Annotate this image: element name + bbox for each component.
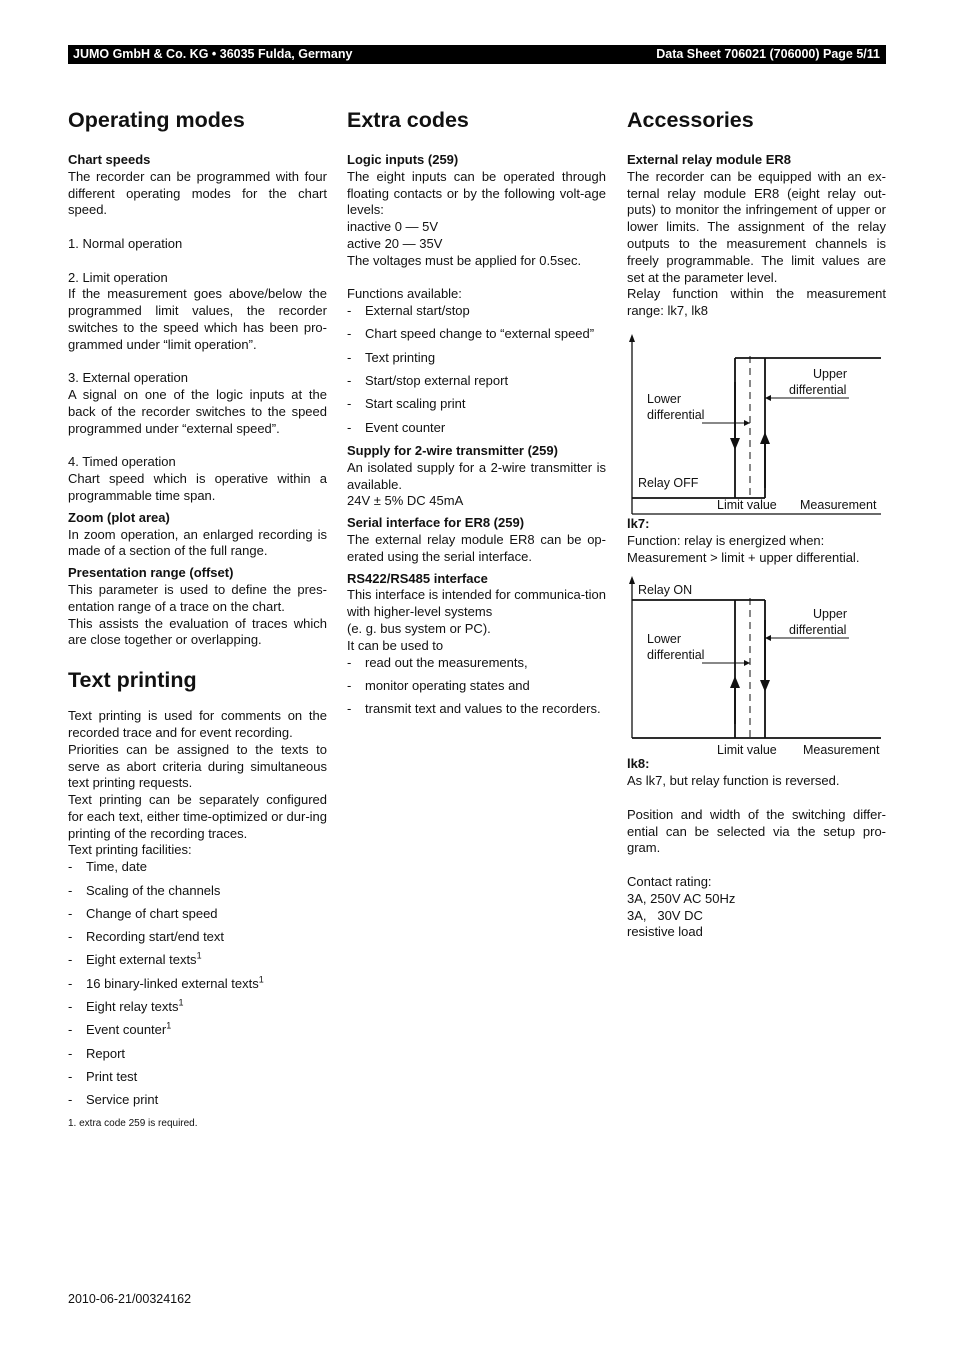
supply-text: An isolated supply for a 2-wire transmitter is available. bbox=[347, 459, 606, 492]
lk7-diagram bbox=[619, 334, 886, 516]
functions-list bbox=[347, 303, 606, 436]
lk8-heading: lk8: bbox=[627, 756, 650, 772]
presentation-text-2: This assists the evaluation of traces which are close together or overlapping. bbox=[68, 615, 327, 648]
text-printing-para-4: Text printing facilities: bbox=[68, 842, 192, 858]
contact-rating-2: 3A, 30V DC bbox=[627, 907, 703, 923]
list-item: - Report bbox=[68, 1046, 327, 1063]
external-operation-text: A signal on one of the logic inputs at the back of the recorder switches to the speed programmed under “external speed”. bbox=[68, 387, 327, 436]
upper-label: Upper bbox=[813, 366, 848, 381]
relay-state-label: Relay ON bbox=[638, 583, 693, 598]
text-printing-para-3: Text printing can be separately configured for each text, either time-optimized or dur-ing printing of the recording traces. bbox=[68, 792, 327, 841]
text-printing-list bbox=[68, 859, 327, 1109]
supply-heading: Supply for 2-wire transmitter (259) bbox=[347, 442, 558, 458]
list-item: - Start/stop external report bbox=[347, 373, 606, 390]
logic-inputs-heading: Logic inputs (259) bbox=[347, 152, 459, 167]
limit-value-label: Limit value bbox=[717, 497, 777, 512]
er8-text: The recorder can be equipped with an ex-ternal relay module ER8 (eight relay out-puts) to monitor the infringement of upper or lower limits. The assignment of the relay outputs to the measurement channels is freely programmable. The limit values are set at the parameter level. bbox=[627, 168, 886, 285]
upper-label-2: differential bbox=[789, 623, 847, 638]
chart-speeds-text: The recorder can be programmed with four different operating modes for the chart speed. bbox=[68, 168, 327, 218]
list-item: - Event counter$^1$ bbox=[68, 1022, 327, 1039]
heading-extra-codes: Extra codes bbox=[347, 108, 469, 132]
lower-label-2: differential bbox=[647, 407, 705, 422]
active-level: active 20 — 35V bbox=[347, 235, 443, 251]
footnote-marker: 1 bbox=[196, 951, 202, 962]
upper-label: Upper bbox=[813, 607, 848, 622]
list-item: - Event counter bbox=[347, 420, 606, 437]
list-item: - Eight external texts$^1$ bbox=[68, 952, 327, 969]
limit-value-label: Limit value bbox=[717, 743, 777, 757]
rs-text-1: This interface is intended for communica-tion with higher-level systems bbox=[347, 587, 606, 620]
limit-operation: 2. Limit operation bbox=[68, 269, 168, 285]
list-item: - read out the measurements, bbox=[347, 655, 606, 672]
text-printing-para-2: Priorities can be assigned to the texts to serve as abort criteria during simultaneous text printing requests. bbox=[68, 741, 327, 791]
header-datasheet: Data Sheet 706021 (706000) Page 5/11 bbox=[656, 47, 880, 61]
lk7-text-2: Measurement > limit + upper differential. bbox=[627, 549, 860, 565]
list-item: - Text printing bbox=[347, 350, 606, 367]
footnote-marker: 1 bbox=[166, 1021, 172, 1032]
measurement-label: Measurement bbox=[800, 497, 877, 512]
lk8-diagram bbox=[619, 574, 886, 756]
list-item: - External start/stop bbox=[347, 303, 606, 320]
lower-label: Lower bbox=[647, 632, 682, 647]
serial-heading: Serial interface for ER8 (259) bbox=[347, 515, 525, 531]
position-text: Position and width of the switching differ-ential can be selected via the setup pro-gram. bbox=[627, 806, 886, 856]
column-operating-modes bbox=[68, 106, 327, 1132]
serial-text: The external relay module ER8 can be op-erated using the serial interface. bbox=[347, 531, 606, 564]
voltages-note: The voltages must be applied for 0.5sec. bbox=[347, 252, 582, 268]
lower-label: Lower bbox=[647, 391, 682, 406]
column-accessories bbox=[627, 106, 886, 941]
lk7-text-1: Function: relay is energized when: bbox=[627, 532, 825, 548]
heading-accessories: Accessories bbox=[627, 108, 754, 132]
presentation-heading: Presentation range (offset) bbox=[68, 565, 234, 581]
er8-heading: External relay module ER8 bbox=[627, 152, 792, 167]
list-item: - Service print bbox=[68, 1092, 327, 1109]
list-item: - Eight relay texts$^1$ bbox=[68, 999, 327, 1016]
heading-text-printing: Text printing bbox=[68, 668, 197, 693]
external-operation: 3. External operation bbox=[68, 370, 188, 386]
lower-label-2: differential bbox=[647, 648, 705, 663]
list-item: - Recording start/end text bbox=[68, 929, 327, 946]
column-extra-codes bbox=[347, 106, 606, 724]
footnote: 1. extra code 259 is required. bbox=[68, 1117, 198, 1129]
measurement-label: Measurement bbox=[803, 743, 880, 757]
timed-operation: 4. Timed operation bbox=[68, 454, 176, 470]
contact-rating-1: 3A, 250V AC 50Hz bbox=[627, 890, 736, 906]
timed-operation-text: Chart speed which is operative within a programmable time span. bbox=[68, 471, 327, 503]
document-date: 2010-06-21/00324162 bbox=[68, 1292, 192, 1306]
chart-speeds-heading: Chart speeds bbox=[68, 152, 151, 167]
list-item: - Change of chart speed bbox=[68, 906, 327, 923]
list-item: - Print test bbox=[68, 1069, 327, 1086]
list-item: - monitor operating states and bbox=[347, 678, 606, 695]
supply-value: 24V ± 5% DC 45mA bbox=[347, 493, 464, 509]
footnote-marker: 1 bbox=[178, 997, 184, 1008]
rs-heading: RS422/RS485 interface bbox=[347, 570, 488, 586]
zoom-text: In zoom operation, an enlarged recording is made of a section of the full range. bbox=[68, 526, 327, 559]
rs-text-2: (e. g. bus system or PC). bbox=[347, 620, 491, 636]
list-item: - Scaling of the channels bbox=[68, 883, 327, 900]
rs-list bbox=[347, 655, 606, 718]
header-company: JUMO GmbH & Co. KG • 36035 Fulda, Germany bbox=[73, 47, 353, 61]
zoom-heading: Zoom (plot area) bbox=[68, 509, 170, 525]
logic-inputs-text: The eight inputs can be operated through floating contacts or by the following volt-age levels: bbox=[347, 168, 606, 218]
normal-operation: 1. Normal operation bbox=[68, 235, 183, 251]
heading-operating-modes: Operating modes bbox=[68, 108, 245, 132]
list-item: - Chart speed change to “external speed” bbox=[347, 326, 606, 343]
lk7-heading: lk7: bbox=[627, 515, 650, 531]
relay-function-text: Relay function within the measurement range: lk7, lk8 bbox=[627, 286, 886, 319]
lk8-text: As lk7, but relay function is reversed. bbox=[627, 773, 840, 789]
relay-state-label: Relay OFF bbox=[638, 475, 699, 490]
list-item: - Start scaling print bbox=[347, 396, 606, 413]
limit-operation-text: If the measurement goes above/below the programmed limit values, the recorder switches to the speed which has been pro-grammed under “limit operation”. bbox=[68, 286, 327, 352]
upper-label-2: differential bbox=[789, 382, 847, 397]
list-item: - Time, date bbox=[68, 859, 327, 876]
inactive-level: inactive 0 — 5V bbox=[347, 219, 439, 235]
footnote-marker: 1 bbox=[258, 974, 264, 985]
functions-label: Functions available: bbox=[347, 286, 462, 302]
text-printing-para-1: Text printing is used for comments on the recorded trace and for event recording. bbox=[68, 708, 327, 740]
page-header bbox=[68, 45, 886, 64]
list-item: - transmit text and values to the recorders. bbox=[347, 701, 606, 718]
list-item: - 16 binary-linked external texts$^1$ bbox=[68, 976, 327, 993]
rs-text-3: It can be used to bbox=[347, 637, 444, 653]
contact-rating-3: resistive load bbox=[627, 924, 703, 940]
presentation-text-1: This parameter is used to define the pres-entation range of a trace on the chart. bbox=[68, 581, 327, 614]
contact-rating-label: Contact rating: bbox=[627, 873, 712, 889]
